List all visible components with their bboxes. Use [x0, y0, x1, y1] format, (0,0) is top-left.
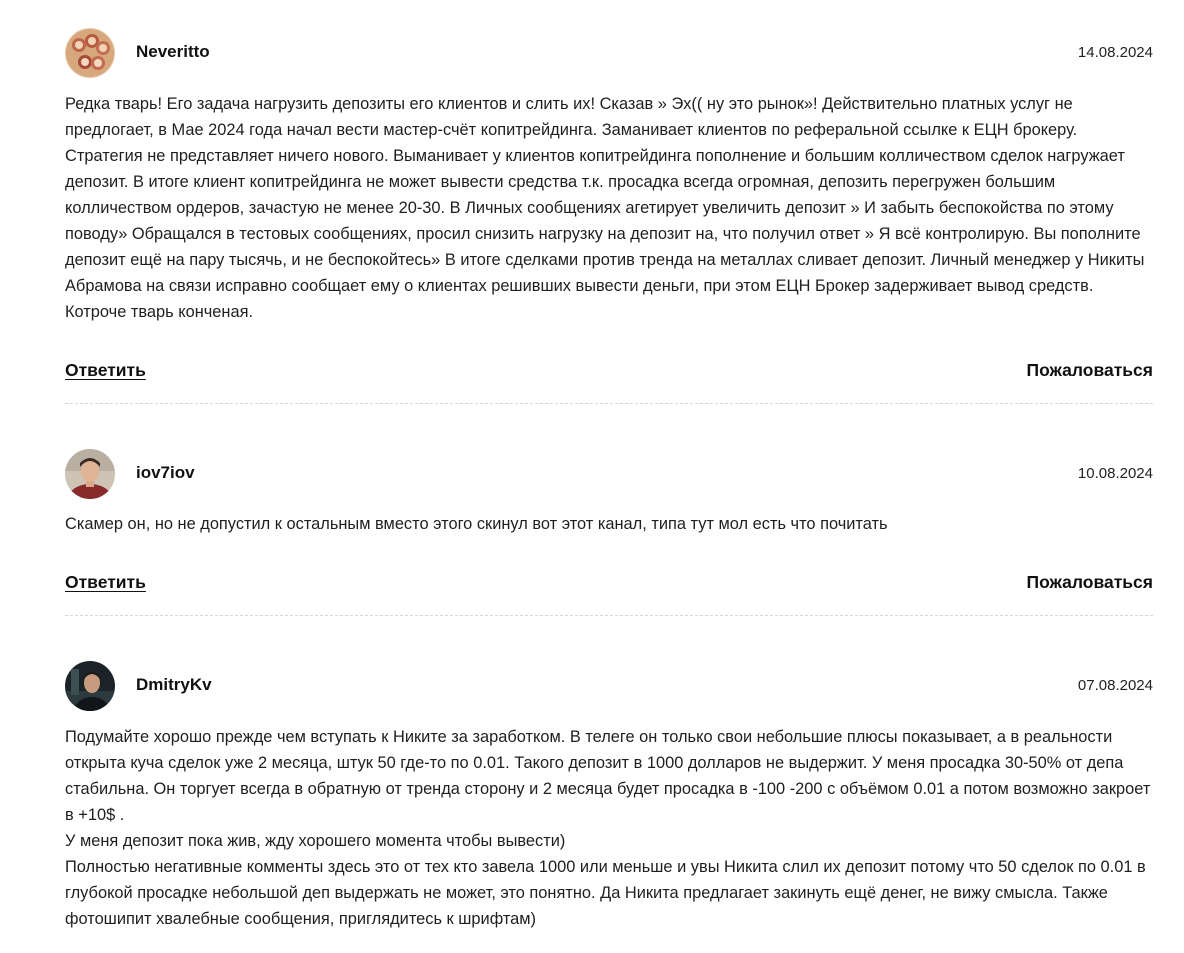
- comment: [65, 28, 1153, 325]
- avatar-image: [65, 661, 115, 711]
- avatar-image: [65, 28, 115, 78]
- avatar[interactable]: [65, 449, 115, 499]
- author-name[interactable]: DmitryKv: [136, 675, 212, 694]
- comment-text: Подумайте хорошо прежде чем вступать к Никите за заработком. В телеге он только свои небольшие плюсы показывает, а в реальности открыта куча сделок уже 2 месяца, штук 50 где-то по 0.01. Такого депозит в 1000 долларов не выдержит. У меня просадка 30-50% от депа стабильна. Он торгует всегда в обратную от тренда сторону и 2 месяца будет просадка в -100 -200 с объёмом 0.01 а потом возможно закроет в +10$ . У меня депозит пока жив, жду хорошего момента чтобы вывести) Полностью негативные комменты здесь это от тех кто завела 1000 или меньше и увы Никита слил их депозит потому что 50 сделок по 0.01 в глубокой просадке небольшой деп выдержать не может, это понятно. Да Никита предлагает закинуть ещё денег, не вижу смысла. Также фотошипит хвалебные сообщения, приглядитесь к шрифтам): [65, 728, 1151, 928]
- comment-date: 10.08.2024: [1077, 465, 1153, 482]
- report-link[interactable]: Пожаловаться: [1026, 572, 1153, 592]
- comment-divider: [65, 403, 1153, 404]
- avatar[interactable]: [65, 661, 115, 711]
- report-link[interactable]: Пожаловаться: [1026, 360, 1153, 380]
- comment-header: [65, 28, 1153, 78]
- avatar[interactable]: [65, 28, 115, 78]
- reply-link[interactable]: Ответить: [65, 572, 146, 592]
- reply-link[interactable]: Ответить: [65, 360, 146, 380]
- comment-header: [65, 661, 1153, 711]
- comment-header: [65, 449, 1153, 499]
- comment-text: Редка тварь! Его задача нагрузить депозиты его клиентов и слить их! Сказав » Эх(( ну это рынок»! Действительно платных услуг не предлогает, в Мае 2024 года начал вести мастер-счёт копитрейдинга. Заманивает клиентов по реферальной ссылке к ЕЦН брокеру. Стратегия не представляет ничего нового. Выманивает у клиентов копитрейдинга пополнение и большим колличеством сделок нагружает депозит. В итоге клиент копитрейдинга не может вывести средства т.к. просадка всегда огромная, депозить перегружен большим колличеством ордеров, зачастую не менее 20-30. В Личных сообщениях агетирует увеличить депозит » И забыть беспокойства по этому поводу» Обращался в тестовых сообщениях, просил снизить нагрузку на депозит на, что получил ответ » Я всё контролирую. Вы пополните депозит ещё на пару тысячь, и не беспокойтесь» В итоге сделками против тренда на металлах сливает депозит. Личный менеджер у Никиты Абрамова на связи исправно сообщает ему о клиентах решивших вывести деньги, при этом ЕЦН Брокер задерживает вывод средств. Котроче тварь конченая.: [65, 95, 1145, 321]
- author-name[interactable]: iov7iov: [136, 463, 195, 482]
- comment-text: Скамер он, но не допустил к остальным вместо этого скинул вот этот канал, типа тут мол есть что почитать: [65, 515, 888, 533]
- comment-date: 07.08.2024: [1077, 677, 1153, 694]
- comment: [65, 449, 1153, 537]
- comment-date: 14.08.2024: [1077, 44, 1153, 61]
- comment-divider: [65, 615, 1153, 616]
- comment: [65, 661, 1153, 932]
- avatar-image: [65, 449, 115, 499]
- author-name[interactable]: Neveritto: [136, 42, 210, 61]
